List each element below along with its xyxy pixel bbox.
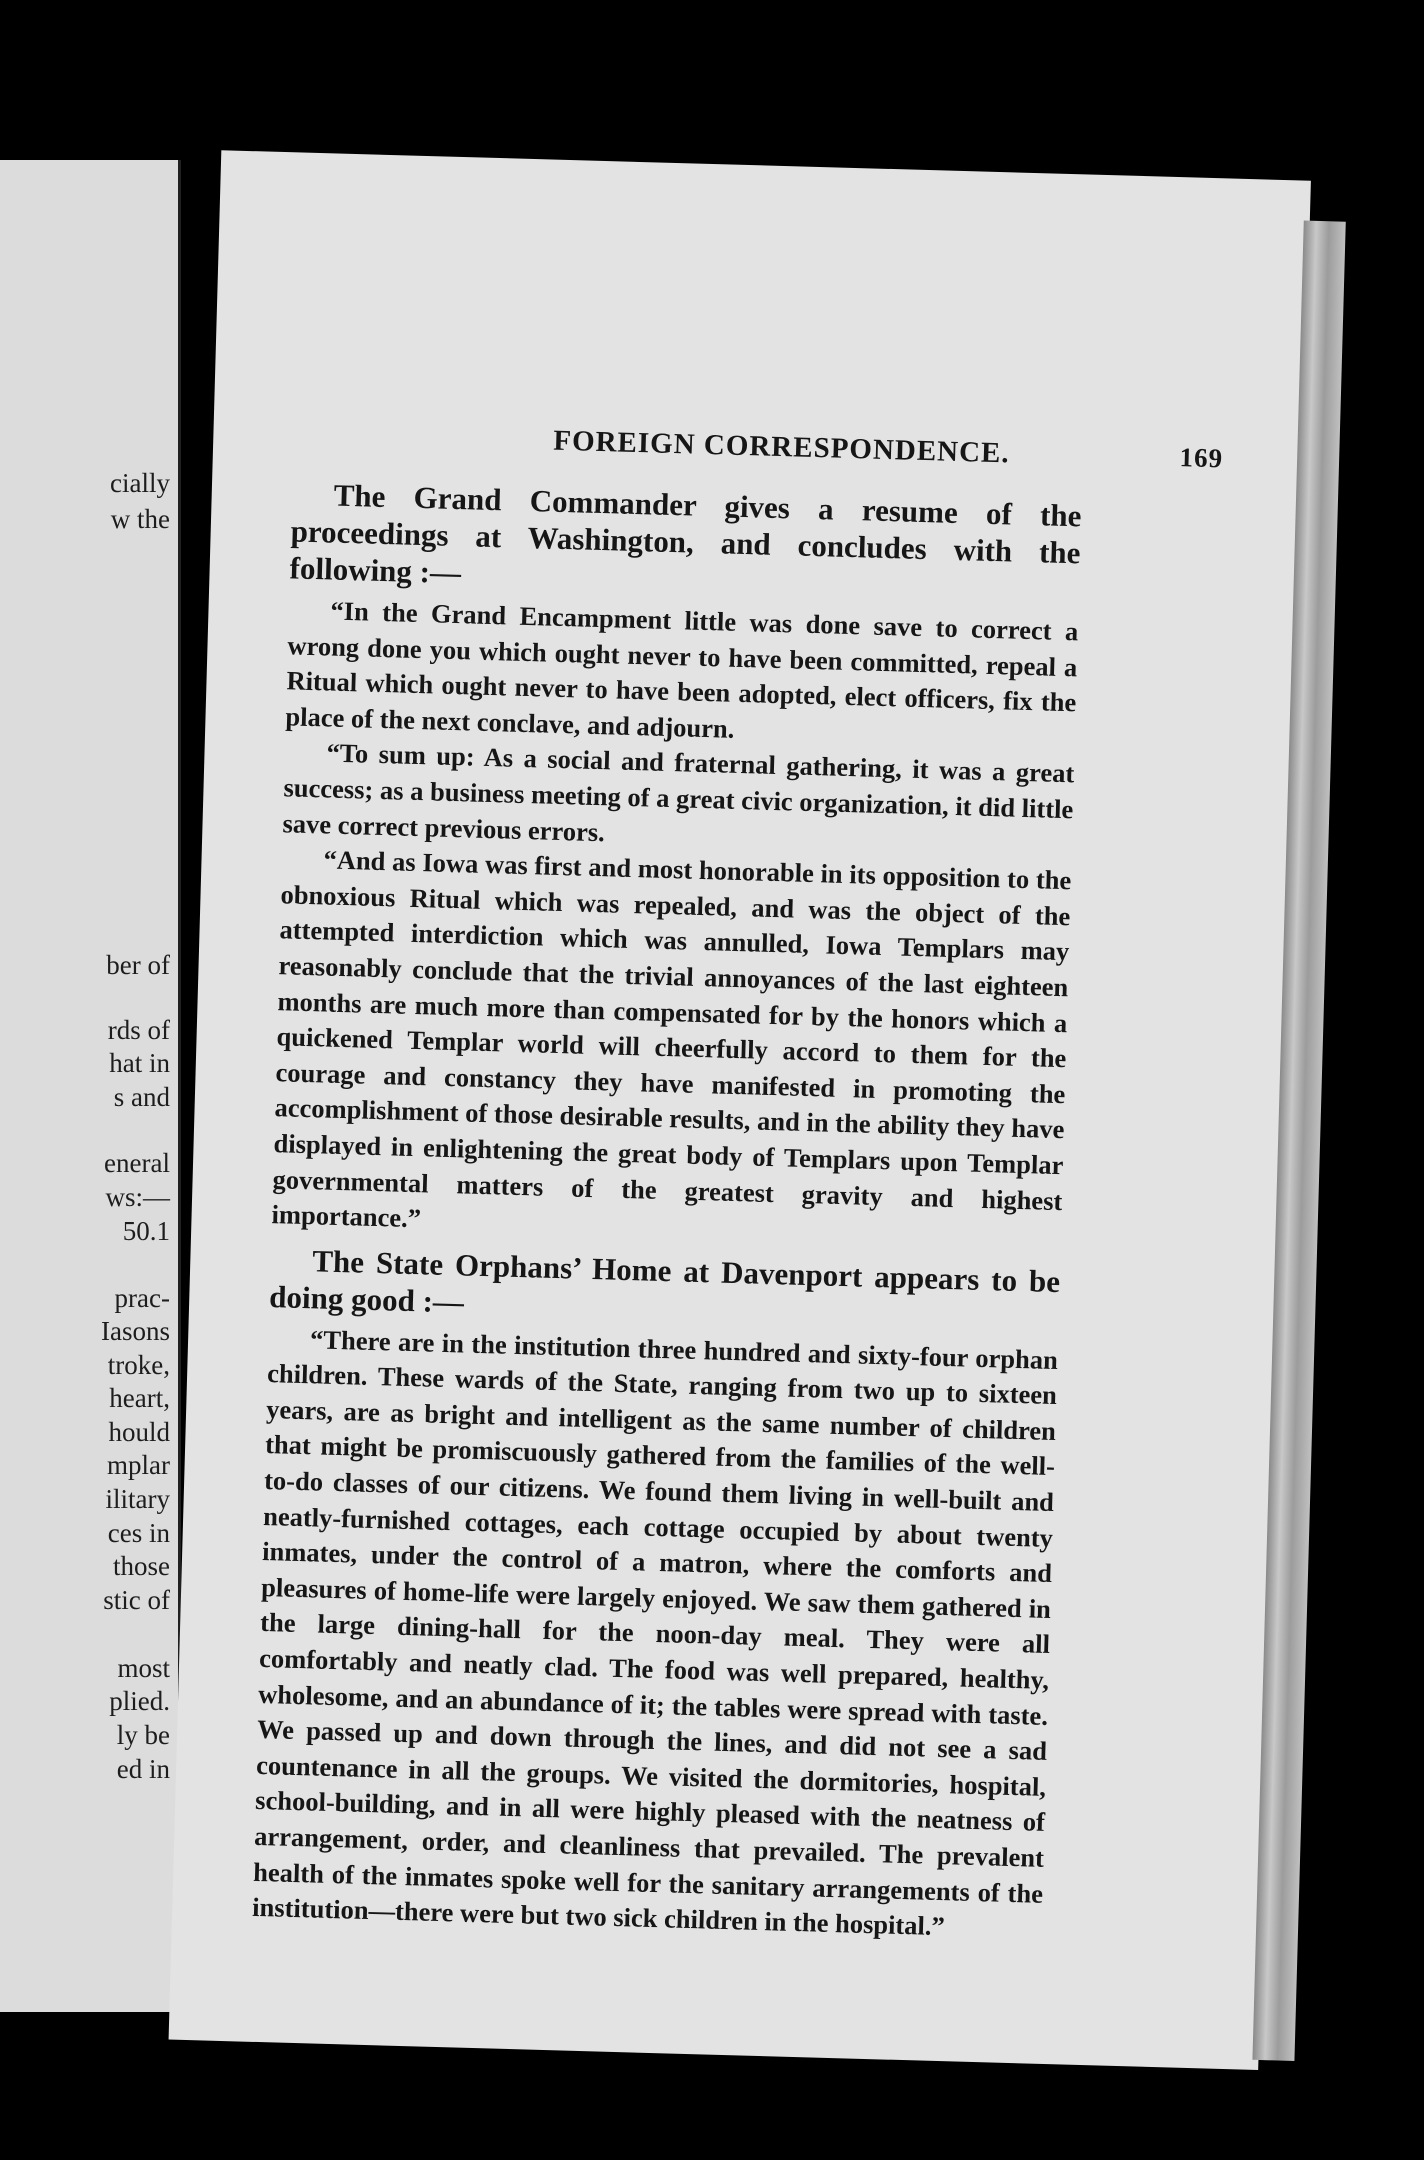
- left-page-fragment: troke,: [107, 1350, 170, 1380]
- left-page-fragment: ws:—: [105, 1182, 170, 1212]
- left-page-fragment: ces in: [107, 1518, 170, 1548]
- left-page-fragment: those: [113, 1551, 170, 1581]
- running-title: FOREIGN CORRESPONDENCE.: [552, 424, 1011, 470]
- left-page-fragment: most: [117, 1653, 170, 1683]
- left-page-fragment: prac-: [114, 1283, 170, 1313]
- page-edge: [1252, 221, 1345, 2061]
- left-page-fragment: ilitary: [105, 1484, 170, 1514]
- facing-page: [0, 160, 181, 2012]
- left-page-fragment: ber of: [106, 950, 170, 980]
- intro-paragraph: The Grand Commander gives a resume of the proceedings at Washington, and concludes with the following :—: [289, 477, 1082, 591]
- left-page-fragment: 50.1: [122, 1216, 170, 1246]
- left-page-fragment: rds of: [107, 1015, 170, 1045]
- quote-paragraph: “And as Iowa was first and most honorable in its opposition to the obnoxious Ritual which was repealed, and was the object of the attempted interdiction which was annulled, Iowa Templars may reasonably conclude that the trivial annoyances of the last eighteen months are much more than compensated for by the honors which a quickened Templar world will cheerfully accord to them for the courage and constancy they have manifested in promoting the accomplishment of those desirable results, and in the ability they have displayed in enlightening the great body of Templars upon Templar governmental matters of the greatest gravity and highest importance.”: [271, 844, 1072, 1234]
- quote-paragraph: “There are in the institution three hundred and sixty-four orphan children. These wards of the State, ranging from two up to sixteen years, are as bright and intelligent as the same number of children that might be promiscuously gathered from the families of the well-to-do classes of our citizens. We found them living in well-built and neatly-furnished cottages, each cottage occupied by about twenty inmates, under the control of a matron, where the comforts and pleasures of home-life were largely enjoyed. We saw them gathered in the large dining-hall for the noon-day meal. They were all comfortably and neatly clad. The food was well prepared, healthy, wholesome, and an abundance of it; the tables were spread with taste. We passed up and down through the lines, and did not see a sad countenance in all the groups. We visited the dormitories, hospital, school-building, and in all were highly pleased with the neatness of arrangement, order, and cleanliness that prevailed. The prevalent health of the inmates spoke well for the sanitary arrangements of the institution—there were but two sick children in the hospital.”: [251, 1323, 1059, 1942]
- quote-paragraph: “In the Grand Encampment little was done save to correct a wrong done you which ought never to have been committed, repeal a Ritual which ought never to have been adopted, elect officers, fix the place of the next conclave, and adjourn.: [285, 595, 1079, 744]
- left-page-fragment: w the: [110, 504, 170, 534]
- left-page-fragment: hould: [108, 1417, 170, 1447]
- left-page-fragment: Iasons: [101, 1316, 170, 1346]
- left-page-fragment: plied.: [109, 1686, 170, 1716]
- left-page-fragment: ed in: [116, 1754, 170, 1784]
- left-page-fragment: mplar: [107, 1450, 170, 1480]
- left-page-fragment: stic of: [103, 1585, 170, 1615]
- book-page: [169, 150, 1311, 2070]
- page-number: 169: [1179, 442, 1224, 474]
- left-page-fragment: hat in: [109, 1048, 170, 1078]
- left-page-fragment: ly be: [116, 1720, 170, 1750]
- left-page-fragment: s and: [113, 1082, 170, 1112]
- left-page-fragment: cially: [110, 468, 170, 498]
- intro-paragraph: The State Orphans’ Home at Davenport appears to be doing good :—: [268, 1242, 1061, 1320]
- page-body: [252, 467, 1082, 1947]
- left-page-fragment: eneral: [104, 1148, 170, 1178]
- quote-paragraph: “To sum up: As a social and fraternal gathering, it was a great success; as a business meeting of a great civic organization, it did little save correct previous errors.: [282, 737, 1075, 847]
- left-page-fragment: heart,: [109, 1383, 170, 1413]
